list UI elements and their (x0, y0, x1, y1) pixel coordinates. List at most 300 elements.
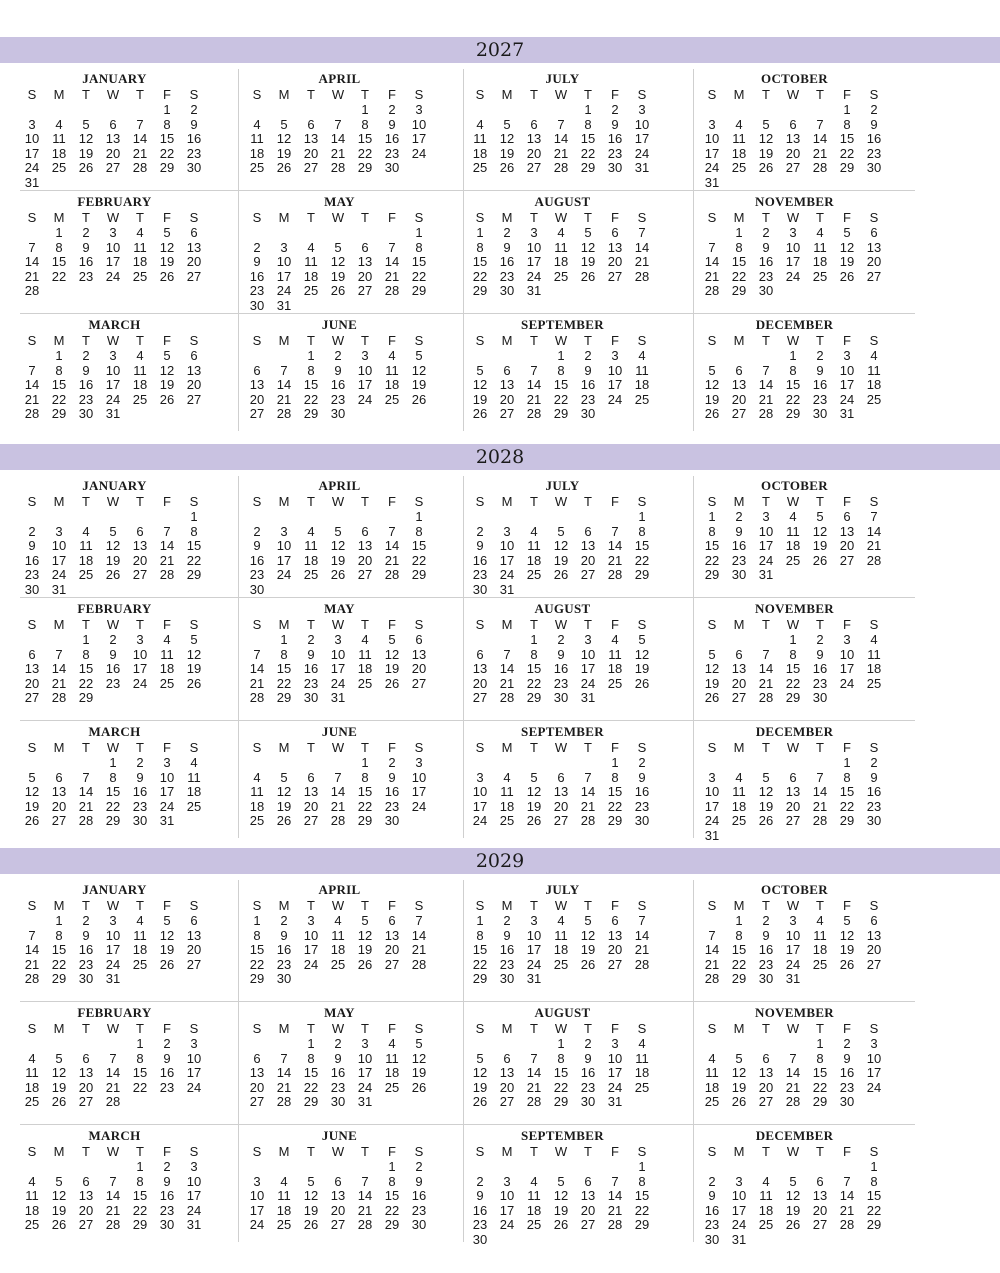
day-cell: 2 (557, 632, 565, 647)
weekday-header: S (869, 1021, 879, 1036)
day-cell: 12 (51, 1065, 67, 1081)
day-cell: 29 (78, 690, 94, 706)
day-cell: 28 (866, 552, 882, 568)
day-cell: 11 (554, 927, 568, 943)
day-cell: 1 (611, 755, 619, 770)
weekday-header: F (843, 740, 851, 755)
weekday-header: T (584, 87, 592, 102)
day-cell: 29 (384, 1217, 400, 1233)
weekday-header: W (106, 898, 120, 913)
day-cell: 3 (530, 225, 538, 240)
weekday-header: M (733, 210, 745, 225)
weekday-header: F (163, 210, 171, 225)
weekday-header: F (843, 1144, 851, 1159)
day-cell: 21 (526, 391, 542, 407)
day-cell: 27 (249, 406, 265, 422)
month-january-2029 (20, 882, 236, 1004)
day-cell: 27 (303, 813, 319, 829)
weekday-header: S (252, 898, 262, 913)
day-cell: 15 (276, 661, 292, 677)
day-cell: 18 (607, 661, 623, 677)
day-cell: 8 (708, 523, 716, 539)
weekday-header: T (762, 1144, 770, 1159)
day-cell: 14 (785, 1065, 801, 1081)
day-cell: 24 (411, 798, 427, 814)
weekday-header: F (388, 210, 396, 225)
day-cell: 12 (186, 646, 202, 662)
weekday-header: T (584, 1144, 592, 1159)
day-cell: 18 (357, 661, 373, 677)
day-cell: 6 (136, 523, 144, 539)
day-cell: 9 (334, 1050, 342, 1066)
day-cell: 9 (762, 239, 770, 255)
weekday-header: M (278, 740, 290, 755)
day-cell: 18 (249, 145, 265, 161)
day-cell: 29 (159, 160, 175, 176)
day-cell: 11 (608, 646, 622, 662)
weekday-header: S (869, 494, 879, 509)
day-cell: 23 (758, 956, 774, 972)
day-cell: 28 (785, 1094, 801, 1110)
day-cell: 15 (357, 131, 373, 147)
day-cell: 13 (812, 1188, 828, 1204)
day-cell: 7 (503, 646, 511, 662)
day-cell: 23 (249, 283, 265, 299)
day-cell: 1 (82, 632, 90, 647)
weekday-header: T (307, 898, 315, 913)
weekday-header: M (733, 1021, 745, 1036)
day-cell: 27 (186, 268, 202, 284)
day-cell: 25 (499, 813, 515, 829)
day-cell: 26 (276, 813, 292, 829)
day-cell: 23 (499, 956, 515, 972)
day-cell: 8 (638, 1173, 646, 1189)
day-cell: 1 (735, 913, 743, 928)
day-cell: 16 (607, 131, 623, 147)
day-cell: 10 (303, 927, 319, 943)
day-cell: 7 (280, 362, 288, 378)
weekday-header: F (611, 740, 619, 755)
day-cell: 28 (634, 956, 650, 972)
day-cell: 30 (78, 971, 94, 987)
month-title: MARCH (88, 1128, 141, 1143)
day-cell: 3 (611, 1036, 619, 1051)
weekday-header: S (637, 1021, 647, 1036)
weekday-header: T (136, 210, 144, 225)
day-cell: 16 (159, 1065, 175, 1081)
day-cell: 21 (607, 1202, 623, 1218)
day-cell: 22 (186, 552, 202, 568)
day-cell: 2 (163, 1159, 171, 1174)
day-cell: 19 (785, 1202, 801, 1218)
month-november-2028 (700, 601, 916, 723)
month-title: APRIL (318, 71, 361, 86)
day-cell: 3 (789, 225, 797, 240)
day-cell: 2 (762, 225, 770, 240)
weekday-header: F (611, 87, 619, 102)
day-cell: 20 (186, 942, 202, 958)
day-cell: 21 (553, 145, 569, 161)
day-cell: 14 (105, 1188, 121, 1204)
month-title: MARCH (88, 317, 141, 332)
day-cell: 31 (526, 283, 542, 299)
day-cell: 1 (557, 348, 565, 363)
day-cell: 7 (762, 362, 770, 378)
weekday-header: T (361, 1021, 369, 1036)
day-cell: 18 (24, 1202, 40, 1218)
day-cell: 5 (307, 1173, 315, 1189)
day-cell: 7 (82, 769, 90, 785)
weekday-header: F (611, 210, 619, 225)
day-cell: 25 (249, 160, 265, 176)
day-cell: 4 (789, 509, 797, 524)
day-cell: 28 (384, 567, 400, 583)
day-cell: 26 (159, 391, 175, 407)
day-cell: 3 (415, 102, 423, 117)
day-cell: 26 (812, 552, 828, 568)
day-cell: 13 (499, 377, 515, 393)
weekday-header: F (611, 1144, 619, 1159)
day-cell: 27 (580, 567, 596, 583)
weekday-header: F (388, 333, 396, 348)
day-cell: 15 (731, 942, 747, 958)
month-title: NOVEMBER (755, 1005, 834, 1020)
day-cell: 18 (384, 377, 400, 393)
month-november-2027 (700, 194, 916, 316)
weekday-header: W (786, 1021, 800, 1036)
day-cell: 8 (280, 646, 288, 662)
day-cell: 8 (190, 523, 198, 539)
day-cell: 1 (789, 632, 797, 647)
day-cell: 2 (735, 509, 743, 524)
day-cell: 27 (526, 160, 542, 176)
day-cell: 28 (553, 160, 569, 176)
day-cell: 2 (28, 523, 36, 539)
day-cell: 6 (584, 1173, 592, 1189)
day-cell: 23 (132, 798, 148, 814)
day-cell: 3 (735, 1173, 743, 1189)
day-cell: 18 (159, 661, 175, 677)
day-cell: 22 (303, 1079, 319, 1095)
day-cell: 19 (303, 1202, 319, 1218)
day-cell: 29 (357, 813, 373, 829)
weekday-header: W (554, 1021, 568, 1036)
day-cell: 10 (758, 523, 774, 539)
weekday-header: W (106, 210, 120, 225)
day-cell: 1 (361, 755, 369, 770)
day-cell: 5 (388, 632, 396, 647)
month-title: AUGUST (534, 601, 591, 616)
day-cell: 17 (105, 254, 121, 270)
day-cell: 7 (530, 1050, 538, 1066)
weekday-header: S (252, 617, 262, 632)
day-cell: 20 (785, 798, 801, 814)
day-cell: 8 (870, 1173, 878, 1189)
day-cell: 17 (105, 377, 121, 393)
day-cell: 15 (634, 538, 650, 554)
day-cell: 19 (758, 145, 774, 161)
day-cell: 5 (415, 1036, 423, 1051)
weekday-header: T (762, 617, 770, 632)
day-cell: 11 (358, 646, 372, 662)
day-cell: 23 (78, 268, 94, 284)
day-cell: 24 (499, 1217, 515, 1233)
day-cell: 3 (55, 523, 63, 539)
weekday-header: T (361, 494, 369, 509)
day-cell: 20 (411, 661, 427, 677)
day-cell: 14 (553, 131, 569, 147)
weekday-header: W (106, 333, 120, 348)
day-cell: 21 (330, 798, 346, 814)
day-cell: 19 (758, 798, 774, 814)
day-cell: 14 (758, 661, 774, 677)
day-cell: 2 (415, 1159, 423, 1174)
day-cell: 15 (105, 784, 121, 800)
day-cell: 5 (163, 225, 171, 240)
day-cell: 10 (607, 362, 623, 378)
day-cell: 5 (415, 348, 423, 363)
day-cell: 24 (499, 567, 515, 583)
day-cell: 22 (704, 552, 720, 568)
day-cell: 17 (303, 942, 319, 958)
day-cell: 9 (816, 362, 824, 378)
weekday-header: F (611, 898, 619, 913)
weekday-header: W (786, 210, 800, 225)
day-cell: 23 (276, 956, 292, 972)
weekday-header: W (331, 1144, 345, 1159)
day-cell: 4 (334, 913, 342, 928)
day-cell: 26 (384, 675, 400, 691)
day-cell: 30 (731, 567, 747, 583)
weekday-header: S (414, 333, 424, 348)
weekday-header: W (554, 1144, 568, 1159)
day-cell: 14 (132, 131, 148, 147)
day-cell: 28 (384, 283, 400, 299)
day-cell: 19 (472, 1079, 488, 1095)
weekday-header: T (361, 333, 369, 348)
day-cell: 8 (109, 769, 117, 785)
day-cell: 27 (24, 690, 40, 706)
day-cell: 4 (307, 523, 315, 539)
day-cell: 25 (330, 956, 346, 972)
day-cell: 3 (190, 1036, 198, 1051)
day-cell: 19 (105, 552, 121, 568)
day-cell: 16 (580, 377, 596, 393)
day-cell: 27 (78, 1217, 94, 1233)
day-cell: 31 (330, 690, 346, 706)
day-cell: 10 (159, 769, 175, 785)
day-cell: 3 (530, 913, 538, 928)
day-cell: 2 (870, 755, 878, 770)
day-cell: 5 (638, 632, 646, 647)
weekday-header: T (82, 1144, 90, 1159)
day-cell: 29 (553, 1094, 569, 1110)
day-cell: 22 (357, 798, 373, 814)
weekday-header: S (637, 1144, 647, 1159)
month-title: JANUARY (82, 478, 147, 493)
day-cell: 7 (28, 362, 36, 378)
day-cell: 24 (758, 552, 774, 568)
day-cell: 5 (843, 913, 851, 928)
day-cell: 23 (159, 1202, 175, 1218)
weekday-header: M (53, 494, 65, 509)
day-cell: 6 (361, 523, 369, 539)
day-cell: 11 (527, 538, 541, 554)
day-cell: 11 (385, 362, 399, 378)
day-cell: 2 (584, 1036, 592, 1051)
day-cell: 1 (870, 1159, 878, 1174)
day-cell: 4 (28, 1050, 36, 1066)
day-cell: 27 (731, 690, 747, 706)
day-cell: 25 (812, 268, 828, 284)
day-cell: 12 (704, 661, 720, 677)
day-cell: 13 (132, 538, 148, 554)
day-cell: 25 (357, 675, 373, 691)
day-cell: 1 (55, 913, 63, 928)
day-cell: 1 (136, 1036, 144, 1051)
day-cell: 30 (499, 971, 515, 987)
day-cell: 7 (557, 116, 565, 132)
day-cell: 24 (704, 160, 720, 176)
day-cell: 26 (105, 567, 121, 583)
day-cell: 11 (759, 1188, 773, 1204)
day-cell: 19 (159, 942, 175, 958)
weekday-header: S (414, 1144, 424, 1159)
day-cell: 13 (839, 523, 855, 539)
day-cell: 3 (843, 348, 851, 363)
weekday-header: S (707, 740, 717, 755)
day-cell: 1 (816, 1036, 824, 1051)
day-cell: 4 (190, 755, 198, 770)
month-title: JULY (545, 71, 580, 86)
day-cell: 4 (163, 632, 171, 647)
weekday-header: W (331, 898, 345, 913)
day-cell: 22 (249, 956, 265, 972)
day-cell: 4 (557, 913, 565, 928)
month-october-2027 (700, 71, 916, 193)
day-cell: 9 (136, 769, 144, 785)
day-cell: 8 (843, 769, 851, 785)
day-cell: 4 (253, 769, 261, 785)
weekday-header: T (762, 210, 770, 225)
day-cell: 6 (388, 913, 396, 928)
day-cell: 8 (476, 927, 484, 943)
day-cell: 10 (186, 1173, 202, 1189)
day-cell: 16 (634, 784, 650, 800)
day-cell: 10 (357, 362, 373, 378)
day-cell: 7 (611, 1173, 619, 1189)
day-cell: 18 (472, 145, 488, 161)
day-cell: 4 (476, 116, 484, 132)
day-cell: 29 (472, 971, 488, 987)
day-cell: 2 (388, 102, 396, 117)
day-cell: 9 (163, 1050, 171, 1066)
day-cell: 1 (109, 755, 117, 770)
day-cell: 2 (334, 348, 342, 363)
day-cell: 12 (580, 239, 596, 255)
weekday-header: M (501, 1144, 513, 1159)
day-cell: 30 (812, 406, 828, 422)
weekday-header: M (733, 898, 745, 913)
day-cell: 12 (472, 377, 488, 393)
day-cell: 4 (816, 225, 824, 240)
day-cell: 29 (553, 406, 569, 422)
day-cell: 18 (132, 254, 148, 270)
day-cell: 25 (384, 1079, 400, 1095)
weekday-header: F (388, 617, 396, 632)
weekday-header: S (475, 87, 485, 102)
weekday-header: F (388, 898, 396, 913)
weekday-header: F (388, 1021, 396, 1036)
day-cell: 11 (635, 362, 649, 378)
day-cell: 9 (870, 116, 878, 132)
weekday-header: W (786, 617, 800, 632)
day-cell: 18 (303, 268, 319, 284)
day-cell: 17 (785, 942, 801, 958)
day-cell: 24 (607, 391, 623, 407)
weekday-header: S (27, 617, 37, 632)
day-cell: 2 (816, 632, 824, 647)
day-cell: 22 (276, 675, 292, 691)
day-cell: 3 (708, 769, 716, 785)
day-cell: 12 (276, 131, 292, 147)
day-cell: 10 (472, 784, 488, 800)
weekday-header: T (816, 740, 824, 755)
day-cell: 15 (51, 377, 67, 393)
day-cell: 8 (476, 239, 484, 255)
day-cell: 15 (303, 377, 319, 393)
day-cell: 25 (132, 391, 148, 407)
day-cell: 30 (580, 406, 596, 422)
day-cell: 10 (105, 362, 121, 378)
weekday-header: T (361, 210, 369, 225)
weekday-header: W (786, 333, 800, 348)
weekday-header: T (530, 617, 538, 632)
day-cell: 23 (384, 798, 400, 814)
day-cell: 29 (51, 971, 67, 987)
day-cell: 24 (839, 675, 855, 691)
day-cell: 1 (789, 348, 797, 363)
day-cell: 21 (785, 1079, 801, 1095)
day-cell: 13 (357, 254, 373, 270)
day-cell: 22 (634, 1202, 650, 1218)
day-cell: 5 (584, 913, 592, 928)
day-cell: 10 (105, 927, 121, 943)
weekday-header: S (189, 617, 199, 632)
day-cell: 8 (843, 116, 851, 132)
day-cell: 18 (303, 552, 319, 568)
day-cell: 14 (276, 377, 292, 393)
day-cell: 10 (357, 1050, 373, 1066)
day-cell: 9 (82, 239, 90, 255)
weekday-header: W (554, 87, 568, 102)
weekday-header: S (707, 87, 717, 102)
day-cell: 14 (384, 254, 400, 270)
day-cell: 31 (634, 160, 650, 176)
weekday-header: S (27, 898, 37, 913)
day-cell: 14 (812, 131, 828, 147)
month-title: DECEMBER (755, 1128, 834, 1143)
weekday-header: T (307, 1144, 315, 1159)
weekday-header: S (869, 898, 879, 913)
day-cell: 15 (785, 377, 801, 393)
day-cell: 26 (330, 283, 346, 299)
year-heading: 2027 (0, 37, 1000, 63)
day-cell: 24 (105, 391, 121, 407)
weekday-header: S (189, 1021, 199, 1036)
day-cell: 26 (839, 956, 855, 972)
year-heading: 2029 (0, 848, 1000, 874)
